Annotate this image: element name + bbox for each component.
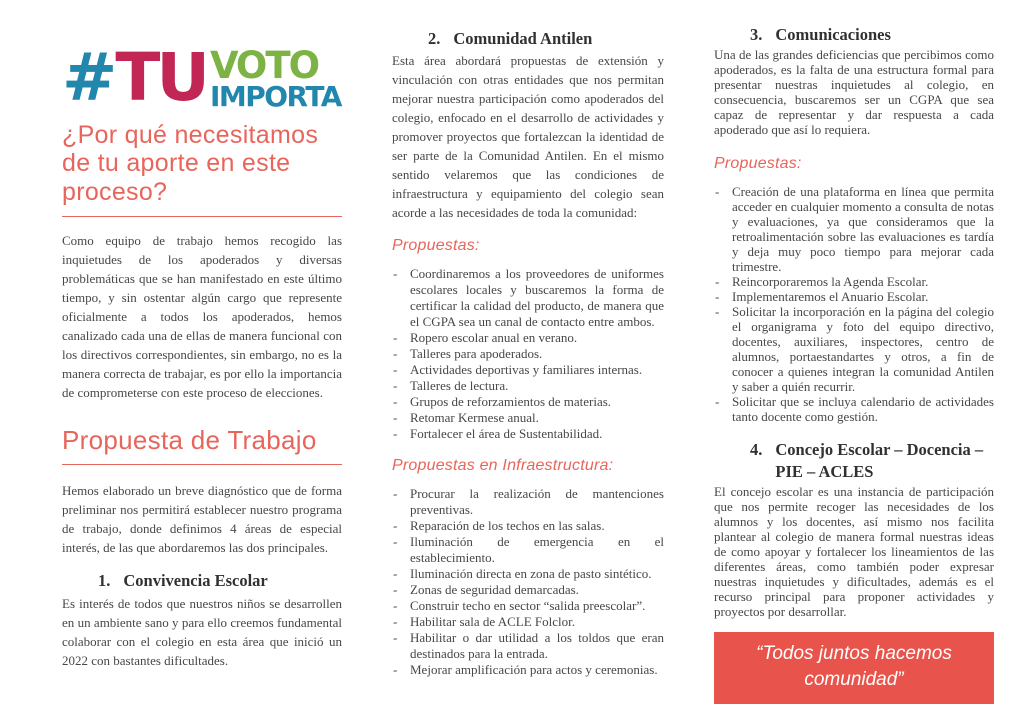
list-item: - Construir techo en sector “salida preescolar”.: [393, 598, 646, 614]
list-item: - Habilitar o dar utilidad a los toldos que eran destinados para la entrada.: [393, 630, 664, 662]
list-item: - Retomar Kermese anual.: [393, 410, 539, 426]
infraestructura-list: [392, 486, 664, 678]
work-proposal-heading: Propuesta de Trabajo: [62, 424, 317, 455]
dash-marker: -: [393, 330, 398, 346]
dash-marker: -: [393, 662, 398, 678]
dash-marker: -: [393, 346, 398, 362]
dash-marker: -: [715, 274, 720, 290]
dash-marker: -: [393, 534, 398, 550]
dash-marker: -: [393, 598, 398, 614]
list-item: - Solicitar la incorporación en la página del colegio el organigrama y foto del equipo directivo, docentes, auxiliares, inspectores, centro de alumnos, portaestandartes y otros, a fin de conocer a quienes integran la comunidad Antilen y saber a quién recurrir.: [715, 304, 994, 395]
list-item: - Habilitar sala de ACLE Folclor.: [393, 614, 575, 630]
logo-voto: VOTO: [209, 44, 319, 87]
section-2-heading: [392, 28, 664, 49]
list-item: - Grupos de reforzamientos de materias.: [393, 394, 612, 410]
list-item: - Procurar la realización de mantenciones preventivas.: [393, 486, 664, 518]
propuestas-label: Propuestas:: [714, 155, 802, 173]
dash-marker: -: [393, 486, 398, 502]
section-title: Comunicaciones: [775, 25, 891, 44]
dash-marker: -: [393, 394, 398, 410]
section-title: Concejo Escolar – Docencia – PIE – ACLES: [775, 440, 984, 481]
list-item: - Actividades deportivas y familiares internas.: [393, 362, 643, 378]
section-3-paragraph: Una de las grandes deficiencias que percibimos como apoderados, es la falta de una estructura formal para presentar nuestras inquietudes al colegio, en consecuencia, buscaremos ser un CGPA que sea capaz de representar y dar respuesta a cada apoderado que así lo requiera.: [714, 47, 994, 138]
dash-marker: -: [393, 362, 398, 378]
section-1-heading: [62, 570, 342, 591]
list-item: - Talleres para apoderados.: [393, 346, 543, 362]
dash-marker: -: [393, 630, 398, 646]
section-number: 1.: [98, 571, 111, 591]
dash-marker: -: [393, 426, 398, 442]
list-item: - Mejorar amplificación para actos y ceremonias.: [393, 662, 658, 678]
intro-paragraph: Como equipo de trabajo hemos recogido las inquietudes de los apoderados y diversas problemáticas que se han manifestado en este último tiempo, y sin ostentar algún cargo que represente oficialmente a todos los apoderados, hemos canalizado cada una de ellas de manera funcional con los directivos correspondientes, sin embargo, no es la manera correcta de trabajar, es por ello la importancia de comprometerse con este proceso de elecciones.: [62, 232, 342, 400]
list-item: - Creación de una plataforma en línea que permita acceder en cualquier momento a consulta de notas y evaluaciones, ya que consideramos que la retroalimentación sobre las evaluaciones es tardía y deja muy poco tiempo para mejorar cada trimestre.: [715, 184, 994, 275]
dash-marker: -: [715, 184, 720, 200]
column-middle: [392, 24, 664, 724]
logo-stack: [209, 44, 341, 114]
list-item: - Zonas de seguridad demarcadas.: [393, 582, 579, 598]
logo-importa: IMPORTA: [209, 80, 341, 114]
heading-divider: [62, 216, 342, 217]
dash-marker: -: [393, 518, 398, 534]
section-3-heading: [714, 24, 994, 45]
list-item: - Talleres de lectura.: [393, 378, 509, 394]
dash-marker: -: [715, 289, 720, 305]
dash-marker: -: [393, 614, 398, 630]
column-right: [714, 24, 994, 724]
list-item: - Implementaremos el Anuario Escolar.: [715, 289, 929, 305]
section-title: Comunidad Antilen: [453, 29, 593, 48]
work-proposal-paragraph: Hemos elaborado un breve diagnóstico que de forma preliminar nos permitirá establecer nuestro programa de trabajo, donde definimos 4 áreas de especial interés, de las que abordaremos las dos principales.: [62, 483, 342, 556]
comunicaciones-list: [714, 184, 994, 424]
community-quote-banner: “Todos juntos hacemos comunidad”: [714, 632, 994, 703]
infraestructura-label: Propuestas en Infraestructura:: [392, 457, 614, 475]
logo-hash: #: [62, 39, 114, 116]
dash-marker: -: [393, 378, 398, 394]
list-item: - Solicitar que se incluya calendario de actividades tanto docente como gestión.: [715, 394, 994, 425]
section-4-heading: [714, 439, 994, 482]
dash-marker: -: [393, 582, 398, 598]
heading-divider: [62, 464, 342, 465]
column-left: [62, 24, 342, 724]
tu-voto-importa-logo: [62, 39, 342, 116]
section-number: 2.: [428, 29, 441, 48]
section-4-paragraph: El concejo escolar es una instancia de participación que nos permite recoger las necesidades de los alumnos y los docentes, así mismo nos facilita plantear al colegio de manera formal nuestras ideas de como apoyar y fortalecer los lineamientos de las diferentes áreas, como también poder expresar nuestras inquietudes y dificultades, además es el recurso principal para proponer actividades y proyectos por desarrollar.: [714, 484, 994, 620]
section-title: Convivencia Escolar: [123, 571, 268, 591]
list-item: - Iluminación directa en zona de pasto sintético.: [393, 566, 652, 582]
list-item: - Reparación de los techos en las salas.: [393, 518, 605, 534]
dash-marker: -: [715, 304, 720, 320]
list-item: - Ropero escolar anual en verano.: [393, 330, 578, 346]
propuestas-list: [392, 266, 664, 442]
section-number: 3.: [750, 25, 763, 44]
dash-marker: -: [393, 266, 398, 282]
list-item: - Reincorporaremos la Agenda Escolar.: [715, 274, 929, 290]
section-1-paragraph: Es interés de todos que nuestros niños se desarrollen en un ambiente sano y para ello creemos fundamental colaborar con el colegio en esta área que inició un 2022 con bastantes dificultades.: [62, 595, 342, 668]
propuestas-label: Propuestas:: [392, 237, 480, 255]
dash-marker: -: [715, 394, 720, 410]
dash-marker: -: [393, 566, 398, 582]
dash-marker: -: [393, 410, 398, 426]
intro-heading: ¿Por qué necesitamos de tu aporte en este proceso?: [62, 121, 319, 206]
logo-tu: TU: [115, 39, 206, 116]
list-item: - Iluminación de emergencia en el establecimiento.: [393, 534, 664, 566]
list-item: - Fortalecer el área de Sustentabilidad.: [393, 426, 603, 442]
list-item: - Coordinaremos a los proveedores de uniformes escolares locales y buscaremos la forma de certificar la calidad del producto, de manera que el CGPA sea un canal de contacto entre ambos.: [393, 266, 664, 330]
section-number: 4.: [750, 440, 763, 460]
section-2-paragraph: Esta área abordará propuestas de extensión y vinculación con otras entidades que nos permitan mejorar nuestra participación como apoderados del colegio, enfocado en el desarrollo de actividades y promover proyectos que fortalezcan la identidad de ser parte de la Comunidad Antilen. En el mismo sentido velaremos que las condiciones de infraestructura y equipamiento del colegio sean acorde a las necesidades de toda la comunidad:: [392, 53, 664, 221]
